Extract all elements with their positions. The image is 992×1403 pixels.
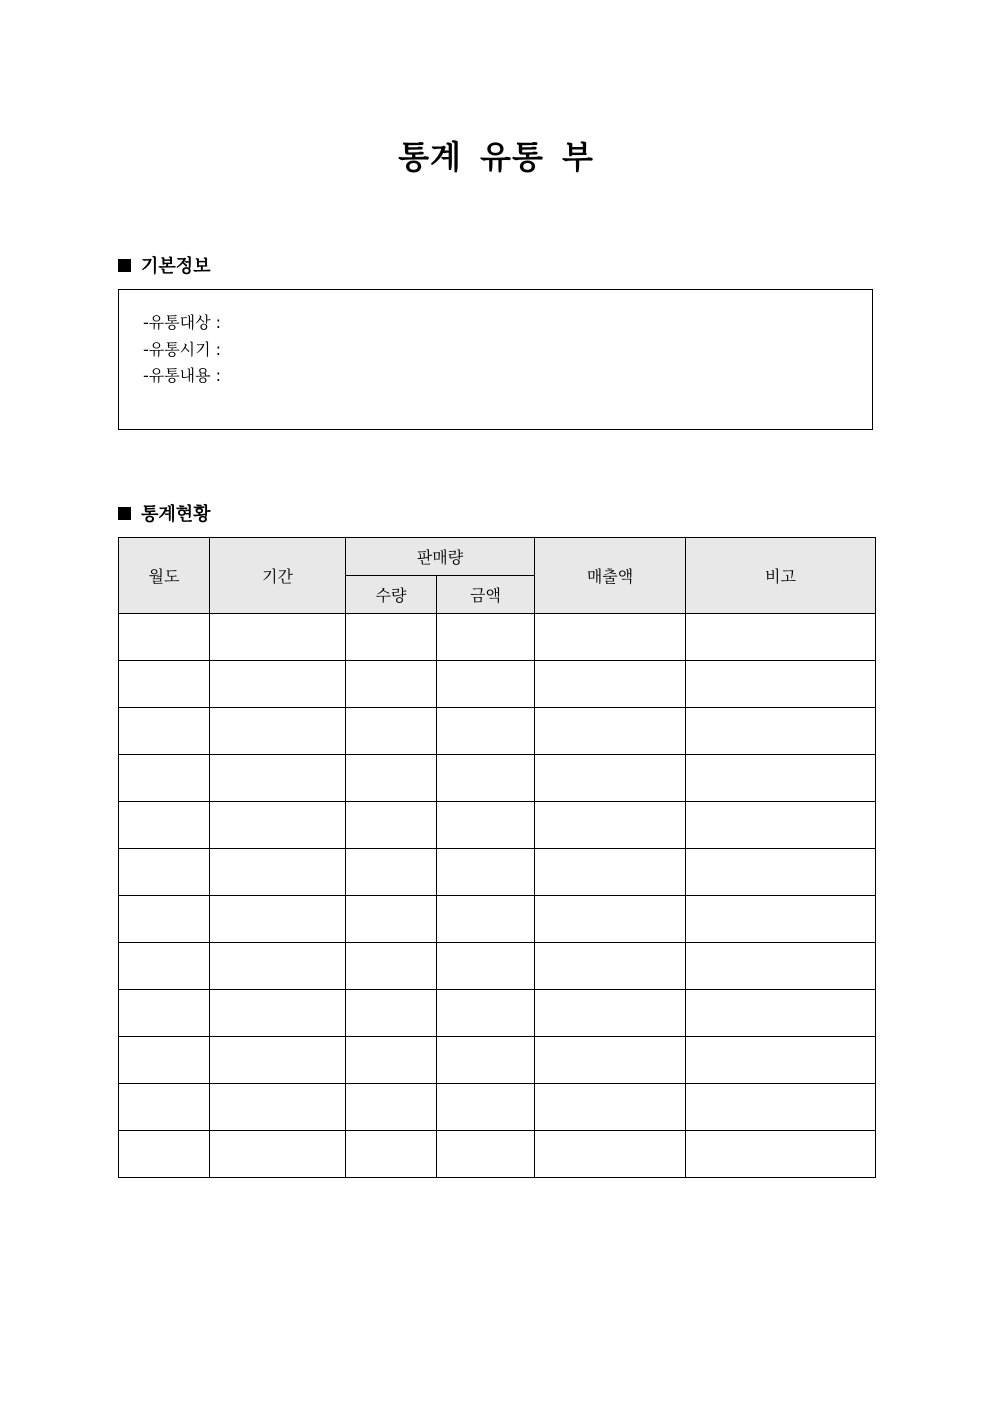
cell-revenue[interactable] [535,661,686,708]
cell-period[interactable] [210,708,346,755]
cell-quantity[interactable] [346,755,437,802]
cell-month[interactable] [119,990,210,1037]
cell-month[interactable] [119,1131,210,1178]
table-row [119,614,876,661]
cell-month[interactable] [119,614,210,661]
cell-month[interactable] [119,849,210,896]
table-row [119,1084,876,1131]
cell-revenue[interactable] [535,755,686,802]
cell-period[interactable] [210,849,346,896]
cell-period[interactable] [210,1037,346,1084]
cell-remarks[interactable] [686,896,876,943]
cell-period[interactable] [210,802,346,849]
cell-remarks[interactable] [686,943,876,990]
cell-remarks[interactable] [686,990,876,1037]
cell-quantity[interactable] [346,1037,437,1084]
basic-info-box [118,289,873,430]
stats-table-body [119,614,876,1178]
cell-amount[interactable] [437,990,535,1037]
table-row [119,802,876,849]
cell-amount[interactable] [437,661,535,708]
cell-remarks[interactable] [686,708,876,755]
stats-heading-text: 통계현황 [141,504,211,525]
square-bullet-icon [118,259,131,272]
cell-period[interactable] [210,614,346,661]
cell-month[interactable] [119,802,210,849]
cell-amount[interactable] [437,896,535,943]
cell-quantity[interactable] [346,849,437,896]
cell-amount[interactable] [437,708,535,755]
basic-info-heading-text: 기본정보 [141,256,211,277]
cell-revenue[interactable] [535,708,686,755]
cell-remarks[interactable] [686,1131,876,1178]
info-line-content: -유통내용 : [143,366,222,385]
cell-amount[interactable] [437,1084,535,1131]
header-quantity: 수량 [346,576,437,614]
cell-revenue[interactable] [535,802,686,849]
cell-period[interactable] [210,1084,346,1131]
cell-revenue[interactable] [535,1037,686,1084]
cell-revenue[interactable] [535,943,686,990]
cell-quantity[interactable] [346,896,437,943]
table-row [119,990,876,1037]
header-remarks: 비고 [686,538,876,614]
cell-revenue[interactable] [535,1084,686,1131]
cell-quantity[interactable] [346,708,437,755]
table-row [119,943,876,990]
cell-month[interactable] [119,661,210,708]
cell-remarks[interactable] [686,614,876,661]
stats-table [118,537,876,1178]
cell-amount[interactable] [437,1131,535,1178]
cell-month[interactable] [119,708,210,755]
table-row [119,755,876,802]
cell-period[interactable] [210,990,346,1037]
table-row [119,1131,876,1178]
stats-heading [118,500,211,526]
header-revenue: 매출액 [535,538,686,614]
cell-quantity[interactable] [346,1084,437,1131]
table-row [119,849,876,896]
cell-quantity[interactable] [346,990,437,1037]
cell-revenue[interactable] [535,896,686,943]
header-amount: 금액 [437,576,535,614]
cell-month[interactable] [119,755,210,802]
cell-quantity[interactable] [346,802,437,849]
cell-quantity[interactable] [346,661,437,708]
cell-month[interactable] [119,1084,210,1131]
cell-month[interactable] [119,896,210,943]
info-line-target: -유통대상 : [143,313,222,332]
header-sales-volume: 판매량 [346,538,535,576]
cell-quantity[interactable] [346,1131,437,1178]
cell-remarks[interactable] [686,755,876,802]
cell-revenue[interactable] [535,849,686,896]
cell-period[interactable] [210,755,346,802]
cell-revenue[interactable] [535,1131,686,1178]
cell-amount[interactable] [437,614,535,661]
cell-period[interactable] [210,1131,346,1178]
cell-remarks[interactable] [686,1037,876,1084]
cell-period[interactable] [210,661,346,708]
cell-revenue[interactable] [535,990,686,1037]
page-title: 통계 유통 부 [398,138,594,176]
cell-month[interactable] [119,943,210,990]
square-bullet-icon [118,507,131,520]
cell-amount[interactable] [437,849,535,896]
cell-remarks[interactable] [686,1084,876,1131]
cell-period[interactable] [210,943,346,990]
cell-month[interactable] [119,1037,210,1084]
cell-quantity[interactable] [346,943,437,990]
cell-amount[interactable] [437,755,535,802]
cell-remarks[interactable] [686,802,876,849]
basic-info-heading [118,252,211,278]
table-row [119,896,876,943]
cell-remarks[interactable] [686,661,876,708]
cell-amount[interactable] [437,802,535,849]
header-period: 기간 [210,538,346,614]
cell-amount[interactable] [437,1037,535,1084]
info-line-period: -유통시기 : [143,339,222,359]
cell-period[interactable] [210,896,346,943]
cell-revenue[interactable] [535,614,686,661]
table-row [119,661,876,708]
header-month: 월도 [119,538,210,614]
cell-remarks[interactable] [686,849,876,896]
cell-amount[interactable] [437,943,535,990]
table-row [119,1037,876,1084]
table-row [119,708,876,755]
cell-quantity[interactable] [346,614,437,661]
